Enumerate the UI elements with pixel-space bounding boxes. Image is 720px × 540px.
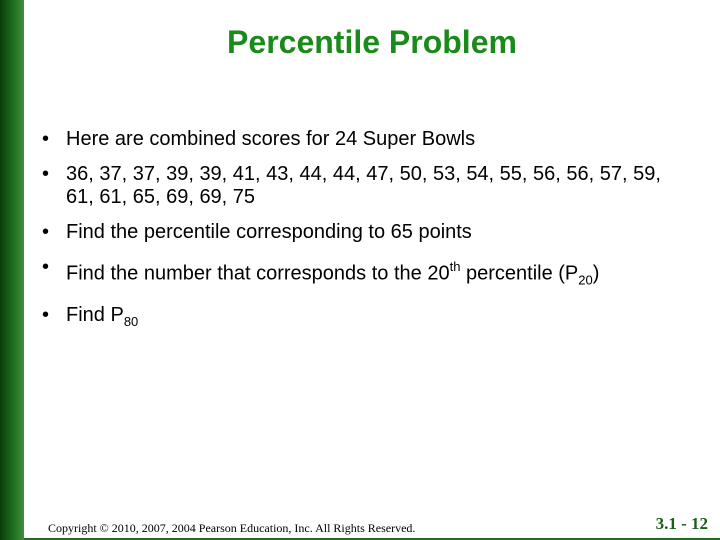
bullet-text: Find the number that corresponds to the 20 bbox=[66, 262, 450, 285]
bullet-text: ) bbox=[592, 262, 600, 285]
bullet-item bbox=[42, 128, 692, 151]
bullet-text: percentile (P bbox=[460, 262, 579, 285]
bullet-text: Find P bbox=[66, 303, 124, 326]
side-decoration-bar bbox=[0, 0, 24, 540]
subscript: 80 bbox=[123, 313, 139, 329]
subscript: 20 bbox=[578, 272, 593, 288]
bullet-item bbox=[42, 221, 692, 244]
bullet-text: 36, 37, 37, 39, 39, 41, 43, 44, 44, 47, 50, 53, 54, 55, 56, 56, 57, 59, 61, 61, 65, 69, 69, 75 bbox=[66, 163, 661, 208]
slide-number: 3.1 - 12 bbox=[655, 514, 708, 533]
slide-title: Percentile Problem bbox=[227, 24, 517, 60]
bullet-item bbox=[42, 304, 692, 333]
superscript: th bbox=[449, 259, 461, 274]
bullet-list bbox=[42, 128, 692, 345]
bullet-item bbox=[42, 163, 692, 209]
bullet-item bbox=[42, 256, 692, 292]
copyright-notice: Copyright © 2010, 2007, 2004 Pearson Education, Inc. All Rights Reserved. bbox=[48, 521, 416, 535]
bullet-text: Find the percentile corresponding to 65 points bbox=[66, 221, 472, 243]
bullet-text: Here are combined scores for 24 Super Bowls bbox=[66, 128, 476, 150]
